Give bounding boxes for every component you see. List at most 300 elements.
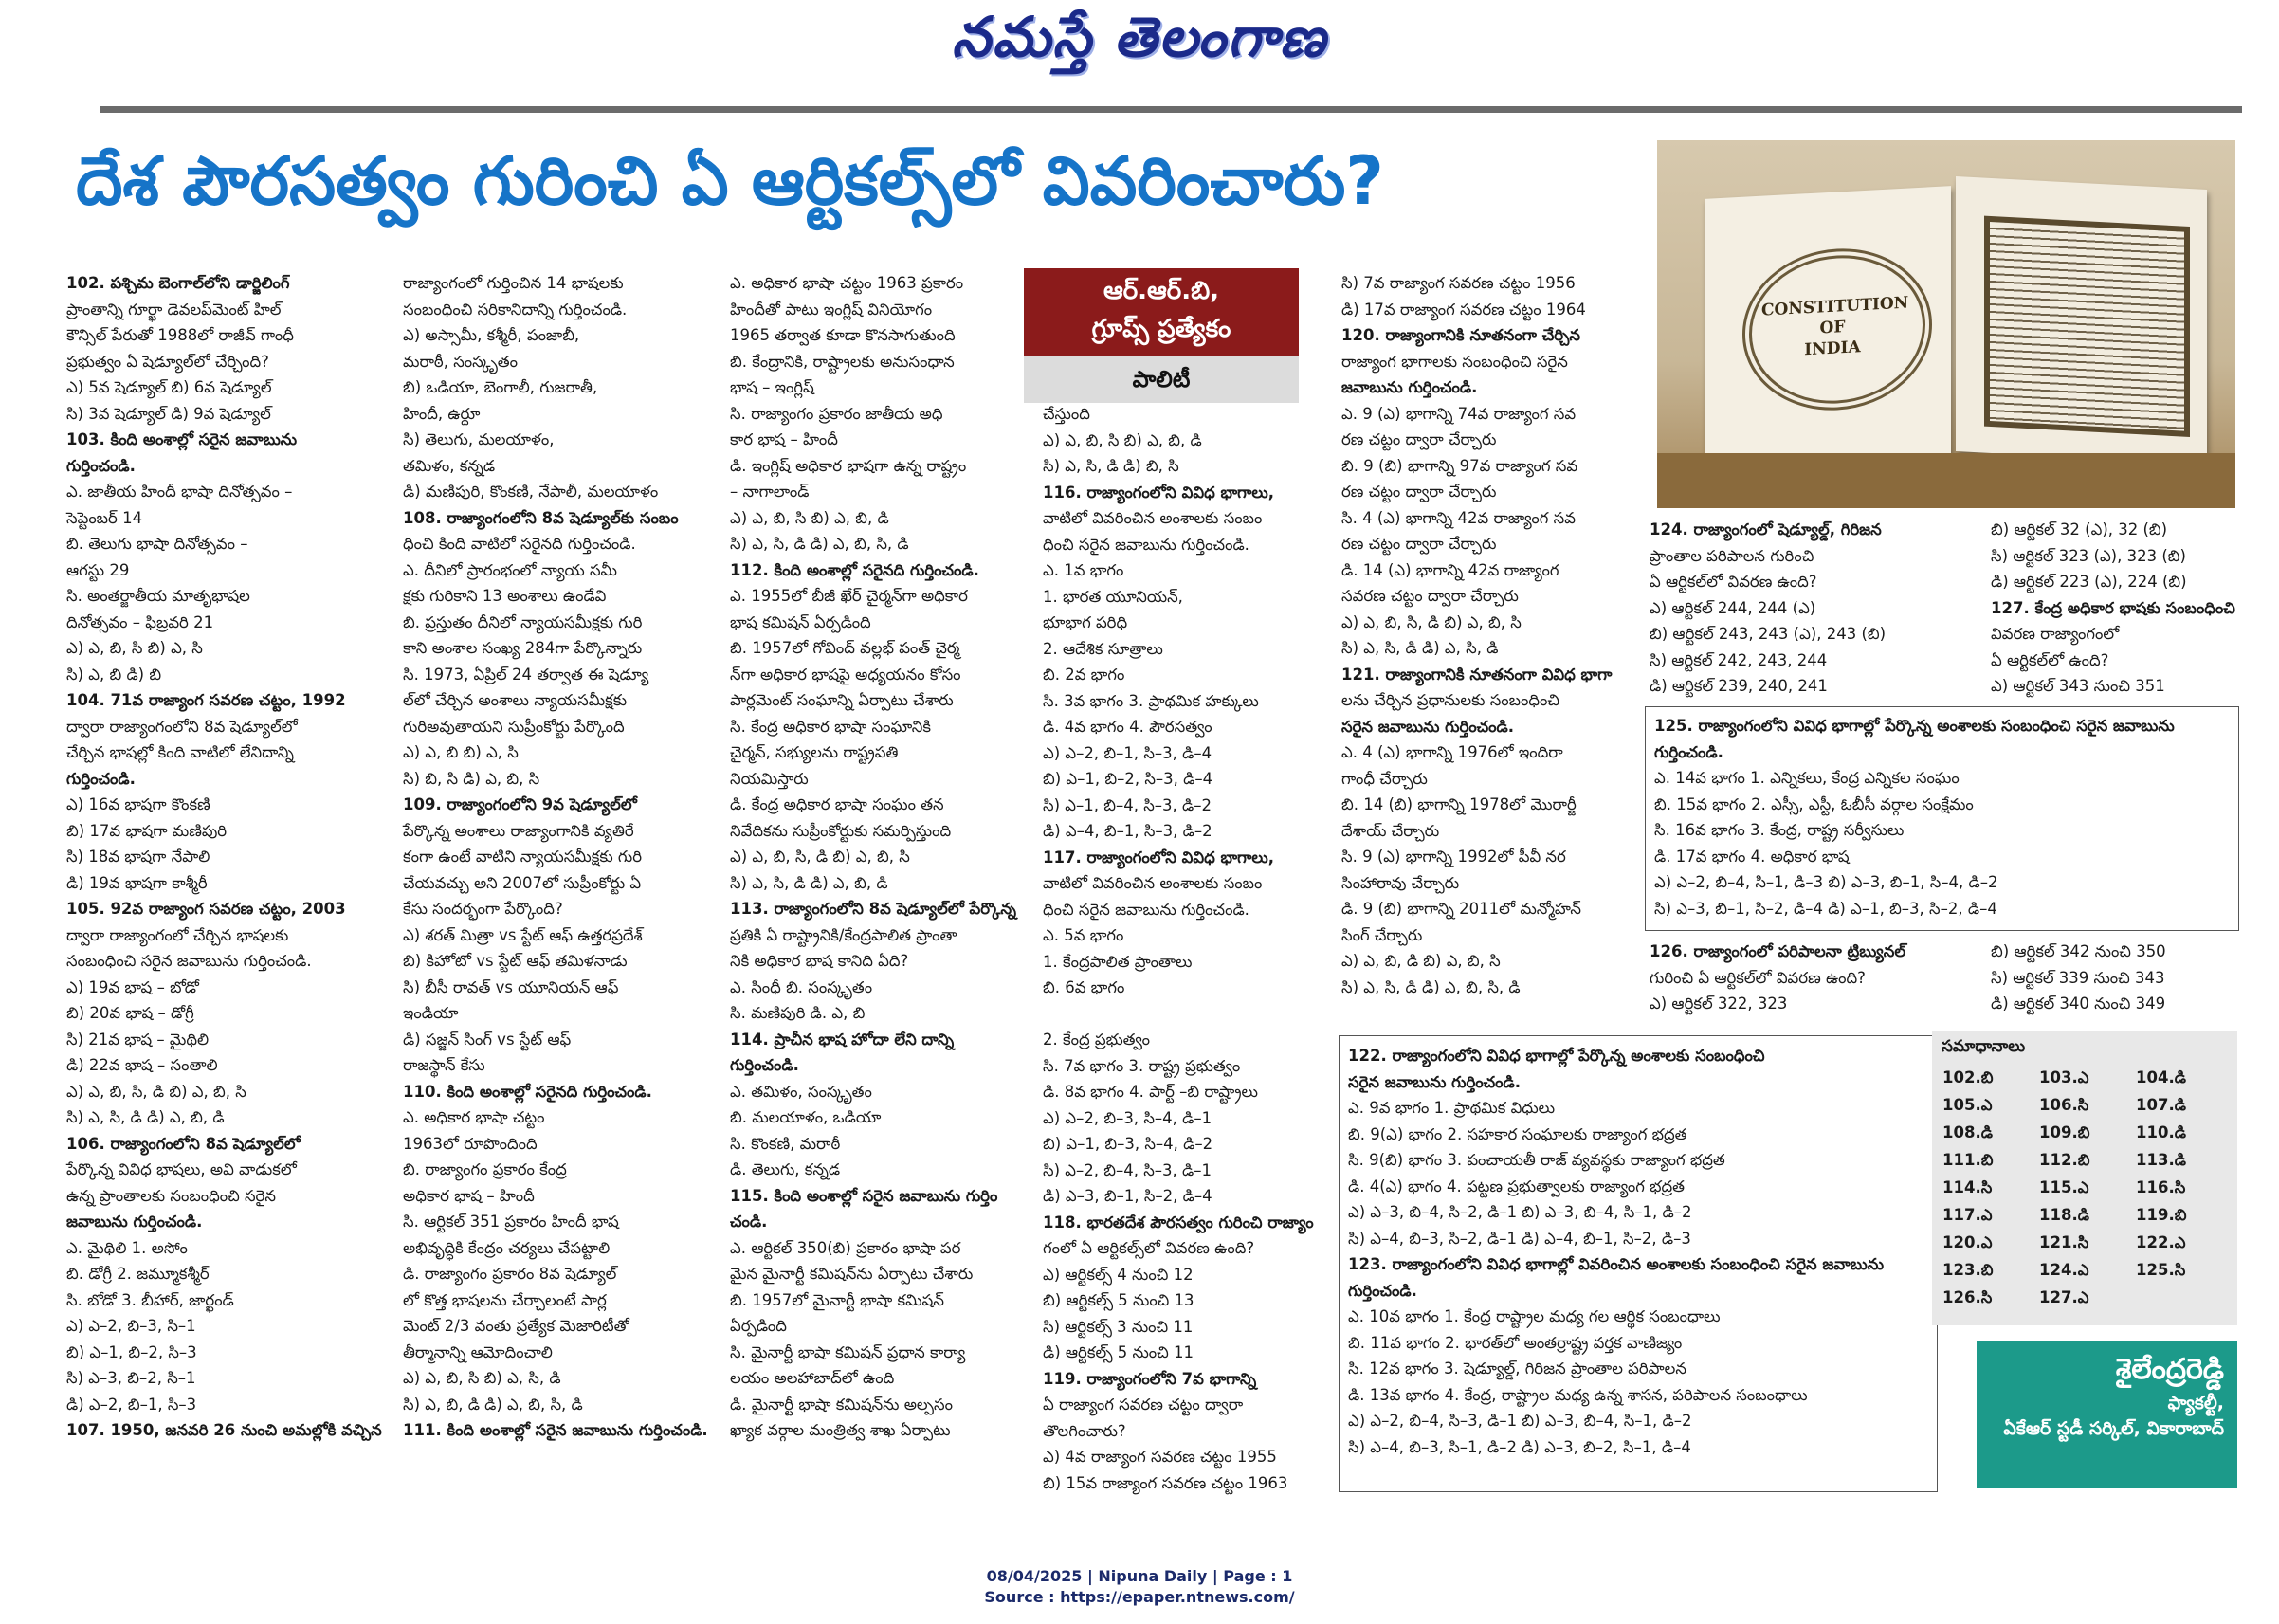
text-line: ఎ) ఎ–2, బి–1, సి–3, డి–4 (1043, 743, 1212, 762)
text-line: ఎ. 9వ భాగం 1. ప్రాథమిక విధులు (1348, 1099, 1556, 1117)
text-line: 103. కింది అంశాల్లో సరైన జవాబును (66, 430, 298, 448)
text-line: గురించి ఏ ఆర్టికల్‌లో వివరణ ఉంది? (1650, 968, 1866, 987)
text-line: బి. డోగ్రీ 2. జమ్మూకశ్మీర్ (66, 1265, 210, 1283)
text-line: మైన మైనార్టీ కమిషన్‌ను ఏర్పాటు చేశారు (730, 1265, 974, 1283)
text-line: డి. 4(ఎ) భాగం 4. పట్టణ ప్రభుత్వాలకు రాజ్యాంగ భద్రత (1348, 1177, 1685, 1195)
answer-row (1942, 1258, 2232, 1286)
text-line: సి. మైనార్టీ భాషా కమిషన్ ప్రధాన కార్యా (730, 1342, 966, 1361)
text-line: సి) ఎ–4, బి–3, సి–2, డి–1 డి) ఎ–4, బి–1, సి–2, డి–3 (1348, 1229, 1691, 1248)
text-line: ఎ) ఎ, బి, సి బి) ఎ, సి (66, 639, 203, 657)
text-line: సి) 7వ రాజ్యాంగ సవరణ చట్టం 1956 (1341, 274, 1576, 292)
text-line: డి. రాజ్యాంగం ప్రకారం 8వ షెడ్యూల్ (403, 1265, 617, 1283)
text-line: సి) ఎ, సి, డి డి) ఎ, బి, డి (66, 1108, 225, 1126)
text-line: 108. రాజ్యాంగంలోని 8వ షెడ్యూల్‌కు సంబం (403, 508, 679, 527)
answer-cell: 123.బి (1942, 1261, 1994, 1279)
text-line: 117. రాజ్యాంగంలోని వివిధ భాగాలు, (1043, 848, 1275, 867)
text-line: ఎ. 1వ భాగం (1043, 561, 1124, 579)
text-line: ప్రాంతాల పరిపాలన గురించి (1650, 546, 1814, 565)
masthead (0, 6, 2279, 82)
book-right-page (1956, 176, 2207, 465)
text-line: సి) ఆర్టికల్ 242, 243, 244 (1650, 650, 1828, 669)
footer-source: Source : https://epaper.ntnews.com/ (984, 1588, 1295, 1606)
text-line: ఎ) ఎ–2, బి–4, సి–3, డి–1 బి) ఎ–3, బి–4, సి–1, డి–2 (1348, 1412, 1692, 1430)
column-4 (1043, 401, 1337, 1496)
answer-cell: 105.ఎ (1942, 1096, 1993, 1114)
answer-cell: 119.బి (2136, 1206, 2187, 1224)
text-line: బి. 1957లో గోవింద్ వల్లభ్ పంత్ చైర్మ (730, 639, 960, 657)
text-line: 122. రాజ్యాంగంలోని వివిధ భాగాల్లో పేర్కొన్న అంశాలకు సంబంధించి (1348, 1047, 1765, 1065)
answer-cell: 110.డి (2136, 1123, 2186, 1141)
answer-row (1942, 1286, 2232, 1313)
text-line: సి) ఎ, సి, డి డి) బి, సి (1043, 457, 1179, 475)
text-line: ఎ) ఎ, బి, సి బి) ఎ, బి, డి (730, 508, 889, 527)
text-line: 120. రాజ్యాంగానికి నూతనంగా చేర్చిన (1341, 326, 1580, 344)
text-line: డి. 17వ భాగం 4. అధికార భాష (1654, 847, 1850, 866)
text-line: 1963లో రూపొందింది (403, 1134, 538, 1153)
text-line: డి) ఎ–4, బి–1, సి–3, డి–2 (1043, 822, 1212, 840)
text-line: ధించి సరైన జవాబును గుర్తించండి. (1043, 900, 1249, 919)
text-line: సి) ఎ–1, బి–4, సి–3, డి–2 (1043, 795, 1212, 814)
question-126-options (1991, 939, 2237, 1017)
author-role: ఫ్యాకల్టీ, (2167, 1393, 2224, 1414)
text-line: భాష కమిషన్ ఏర్పడింది (730, 612, 871, 631)
text-line: డి) ఎ–3, బి–1, సి–2, డి–4 (1043, 1187, 1212, 1205)
text-line: బి) ఎ–1, బి–3, సి–4, డి–2 (1043, 1135, 1213, 1153)
text-line: సి) ఎ–4, బి–3, సి–1, డి–2 డి) ఎ–3, బి–2, సి–1, డి–4 (1348, 1437, 1691, 1456)
text-line: సి) ఎ, సి, డి డి) ఎ, బి, డి (730, 873, 888, 892)
text-line: ఎ) ఆర్టికల్ 244, 244 (ఎ) (1650, 598, 1816, 617)
answer-cell: 120.ఎ (1942, 1233, 1993, 1251)
text-line: ఏర్పడింది (730, 1317, 787, 1335)
text-line: బి) ఆర్టికల్ 243, 243 (ఎ), 243 (బి) (1650, 625, 1887, 643)
text-line: లను చేర్చిన ప్రధానులకు సంబంధించి (1341, 691, 1560, 709)
section-banner (1024, 268, 1299, 403)
text-line: సి. కేంద్ర అధికార భాషా సంఘానికి (730, 717, 931, 736)
text-line: ద్వారా రాజ్యాంగంలోని 8వ షెడ్యూల్‌లో (66, 717, 298, 736)
text-line (1043, 1001, 1337, 1028)
text-line: బి. 9(ఎ) భాగం 2. సహకార సంఘాలకు రాజ్యాంగ భద్రత (1348, 1124, 1687, 1143)
text-line: 2. కేంద్ర ప్రభుత్వం (1043, 1031, 1150, 1049)
text-line: సి) 18వ భాషగా నేపాలి (66, 848, 210, 866)
answer-cell: 113.డి (2136, 1151, 2186, 1169)
answer-cell (2135, 1286, 2232, 1313)
text-line: ఎ. 1955లో బీజీ ఖేర్ చైర్మన్‌గా అధికార (730, 587, 968, 605)
text-line: రణ చట్టం ద్వారా చేర్చారు (1341, 535, 1497, 553)
text-line: బి) 15వ రాజ్యాంగ సవరణ చట్టం 1963 (1043, 1473, 1288, 1492)
column-2 (403, 270, 716, 1444)
column-1 (66, 270, 382, 1444)
text-line: దినోత్సవం – ఫిబ్రవరి 21 (66, 612, 214, 631)
text-line: ఎ. తమిళం, సంస్కృతం (730, 1082, 872, 1101)
text-line: సి) 21వ భాష – మైథిలి (66, 1030, 210, 1049)
text-line: చేస్తుంది (1043, 405, 1090, 423)
text-line: సి. 9(బి) భాగం 3. పంచాయతీ రాజ్ వ్యవస్థకు రాజ్యాంగ భద్రత (1348, 1151, 1725, 1169)
book-title: CONSTITUTION OF INDIA (1761, 293, 1909, 360)
text-line: డి) ఆర్టికల్ 223 (ఎ), 224 (బి) (1991, 573, 2187, 591)
author-org: ఏకేఆర్ స్టడీ సర్కిల్, వికారాబాద్ (2003, 1418, 2224, 1439)
text-line: ఎ) 16వ భాషగా కొంకణి (66, 795, 210, 813)
text-line: డి) సజ్జన్ సింగ్ vs స్టేట్ ఆఫ్ (403, 1030, 572, 1049)
text-line: సి. బోడో 3. బీహార్, జార్ఖండ్ (66, 1290, 234, 1309)
text-line: ఎ. 14వ భాగం 1. ఎన్నికలు, కేంద్ర ఎన్నికల సంఘం (1654, 769, 1960, 787)
text-line: బి) కిహోటో vs స్టేట్ ఆఫ్ తమిళనాడు (403, 952, 628, 970)
text-line: సి) ఎ, సి, డి డి) ఎ, బి, సి, డి (1341, 977, 1521, 996)
text-line: గంలో ఏ ఆర్టికల్స్‌లో వివరణ ఉంది? (1043, 1239, 1255, 1257)
text-line: దేశాయ్ చేర్చారు (1341, 821, 1440, 840)
text-line: వాటిలో వివరించిన అంశాలకు సంబం (1043, 509, 1263, 527)
text-line: 106. రాజ్యాంగంలోని 8వ షెడ్యూల్‌లో (66, 1134, 301, 1153)
text-line: మెంట్ 2/3 వంతు ప్రత్యేక మెజారిటీతో (403, 1317, 629, 1335)
text-line: ఖ్యాక వర్గాల మంత్రిత్వ శాఖ ఏర్పాటు (730, 1421, 951, 1439)
text-line: 119. రాజ్యాంగంలోని 7వ భాగాన్ని (1043, 1369, 1257, 1388)
text-line: సి. 12వ భాగం 3. షెడ్యూల్డ్, గిరిజన ప్రాంతాల పరిపాలన (1348, 1359, 1686, 1378)
text-line: పార్లమెంట్ సంఘాన్ని ఏర్పాటు చేశారు (730, 691, 954, 709)
text-line: సి) ఎ–3, బి–2, సి–1 (66, 1369, 196, 1387)
text-line: డి) ఆర్టికల్ 340 నుంచి 349 (1991, 994, 2166, 1013)
text-line: బి) ఎ–1, బి–2, సి–3, డి–4 (1043, 770, 1213, 788)
text-line: కాని అంశాల సంఖ్య 284గా పేర్కొన్నారు (403, 639, 643, 657)
text-line: లయం అలహాబాద్‌లో ఉంది (730, 1369, 895, 1387)
text-line: డి. మైనార్టీ భాషా కమిషన్‌ను అల్పసం (730, 1395, 953, 1414)
text-line: సరైన జవాబును గుర్తించండి. (1348, 1072, 1522, 1091)
text-line: 127. కేంద్ర అధికార భాషకు సంబంధించి (1991, 598, 2235, 617)
text-line: సి. అంతర్జాతీయ మాతృభాషల (66, 587, 250, 605)
text-line: ఎ) ఆర్టికల్ 343 నుంచి 351 (1991, 677, 2165, 695)
answer-row (1942, 1176, 2232, 1203)
text-line: బి) ఒడియా, బెంగాలీ, గుజరాతీ, (403, 378, 598, 396)
text-line: జవాబును గుర్తించండి. (66, 1213, 203, 1231)
text-line: హిందీ, ఉర్దూ (403, 404, 481, 423)
text-line: ఎ) 4వ రాజ్యాంగ సవరణ చట్టం 1955 (1043, 1448, 1277, 1466)
text-line: సి) 3వ షెడ్యూల్ డి) 9వ షెడ్యూల్ (66, 404, 271, 423)
text-line: బి. కేంద్రానికి, రాష్ట్రాలకు అనుసంధాన (730, 352, 955, 371)
text-line: ఎ) ఎ, బి, సి, డి బి) ఎ, బి, సి (66, 1082, 246, 1101)
text-line: ఎ) అస్సామీ, కశ్మీరీ, పంజాబీ, (403, 326, 580, 344)
book-left-page (1705, 186, 1951, 469)
text-line: సి) ఎ–3, బి–1, సి–2, డి–4 డి) ఎ–1, బి–3, సి–2, డి–4 (1654, 899, 1997, 918)
text-line: ఎ. మైథిలి 1. అసోం (66, 1238, 188, 1257)
author-box (1977, 1341, 2237, 1488)
column-6-right (1991, 517, 2237, 700)
text-line: బి. తెలుగు భాషా దినోత్సవం – (66, 535, 248, 553)
text-line: ఎ. 10వ భాగం 1. కేంద్ర రాష్ట్రాల మధ్య గల ఆర్థిక సంబంధాలు (1348, 1307, 1721, 1325)
masthead-divider (100, 106, 2242, 113)
text-line: ధించి సరైన జవాబును గుర్తించండి. (1043, 535, 1249, 554)
text-line: 112. కింది అంశాల్లో సరైనది గుర్తించండి. (730, 560, 979, 579)
text-line: రాజ్యాంగ భాగాలకు సంబంధించి సరైన (1341, 352, 1568, 371)
page-footer (0, 1566, 2279, 1608)
text-line: బి. 1957లో మైనార్టీ భాషా కమిషన్ (730, 1290, 944, 1309)
answer-key-table (1942, 1066, 2232, 1313)
answer-cell: 124.ఎ (2039, 1261, 2089, 1279)
text-line: డి) 19వ భాషగా కాశ్మీరీ (66, 873, 208, 892)
text-line: సింగ్ చేర్చారు (1341, 925, 1423, 944)
text-line: డి. 13వ భాగం 4. కేంద్ర, రాష్ట్రాల మధ్య ఉన్న శాసన, పరిపాలన సంబంధాలు (1348, 1385, 1808, 1404)
text-line: సరైన జవాబును గుర్తించండి. (1341, 717, 1515, 736)
text-line: బి) 17వ భాషగా మణిపురి (66, 821, 228, 840)
text-line: బి) ఆర్టికల్ 342 నుంచి 350 (1991, 942, 2166, 960)
text-line: ఎ) ఎ–3, బి–4, సి–2, డి–1 బి) ఎ–3, బి–4, సి–1, డి–2 (1348, 1203, 1692, 1221)
text-line: జవాబును గుర్తించండి. (1341, 378, 1478, 396)
text-line: న్‌గా అధికార భాషపై అధ్యయనం కోసం (730, 665, 961, 684)
text-line: 125. రాజ్యాంగంలోని వివిధ భాగాల్లో పేర్కొన్న అంశాలకు సంబంధించి సరైన జవాబును (1654, 717, 2175, 735)
text-line: సి) ఆర్టికల్స్ 3 నుంచి 11 (1043, 1317, 1194, 1336)
answer-row (1942, 1203, 2232, 1231)
text-line: ఏ రాజ్యాంగ సవరణ చట్టం ద్వారా (1043, 1396, 1244, 1414)
constitution-photo (1657, 140, 2235, 508)
text-line: 1965 తర్వాత కూడా కొనసాగుతుంది (730, 326, 956, 344)
text-line: ఎ. అధికార భాషా చట్టం (403, 1108, 545, 1126)
text-line: బి. రాజ్యాంగం ప్రకారం కేంద్ర (403, 1160, 567, 1178)
text-line: గుర్తించండి. (66, 456, 136, 475)
text-line: ఎ) ఆర్టికల్స్ 4 నుంచి 12 (1043, 1265, 1194, 1284)
text-line: చేయవచ్చు అని 2007లో సుప్రీంకోర్టు ఏ (403, 873, 642, 892)
answer-cell: 115.ఎ (2039, 1178, 2089, 1196)
text-line: సి) ఎ, సి, డి డి) ఎ, బి, సి, డి (730, 535, 909, 553)
text-line: బి. మలయాళం, ఒడియా (730, 1108, 882, 1126)
answer-cell: 106.సి (2039, 1096, 2089, 1114)
text-line: సి) బి, సి డి) ఎ, బి, సి (403, 769, 540, 788)
text-line: ప్రాంతాన్ని గూర్ఖా డెవలప్‌మెంట్ హిల్ (66, 300, 282, 319)
answer-cell: 117.ఎ (1942, 1206, 1993, 1224)
text-line: కంగా ఉంటే వాటిని న్యాయసమీక్షకు గురి (403, 848, 643, 866)
text-line: 114. ప్రాచీన భాష హోదా లేని దాన్ని (730, 1030, 955, 1049)
text-line: ఎ. 5వ భాగం (1043, 926, 1124, 944)
answer-cell: 109.బి (2039, 1123, 2090, 1141)
text-line: ఆగస్టు 29 (66, 560, 130, 579)
text-line: ఎ) ఎ, బి బి) ఎ, సి (403, 743, 519, 761)
text-line: ఎ) ఎ, బి, సి, డి బి) ఎ, బి, సి (1341, 612, 1522, 631)
answer-row (1942, 1093, 2232, 1121)
text-line: బి) 20వ భాష – డోగ్రీ (66, 1004, 194, 1022)
answer-cell: 118.డి (2039, 1206, 2089, 1224)
answer-row (1942, 1231, 2232, 1258)
answer-cell: 116.సి (2136, 1178, 2186, 1196)
text-line: సి. 3వ భాగం 3. ప్రాథమిక హక్కులు (1043, 691, 1259, 710)
text-line: బి) ఆర్టికల్ 32 (ఎ), 32 (బి) (1991, 520, 2168, 538)
text-line: బి) ఆర్టికల్స్ 5 నుంచి 13 (1043, 1291, 1194, 1309)
text-line: సి) ఆర్టికల్ 339 నుంచి 343 (1991, 968, 2165, 987)
text-line: డి. తెలుగు, కన్నడ (730, 1160, 841, 1178)
text-line: గురిఅవుతాయని సుప్రీంకోర్టు పేర్కొంది (403, 717, 625, 736)
text-line: హిందీతో పాటు ఇంగ్లిష్ వినియోగం (730, 300, 933, 319)
text-line: ఏ ఆర్టికల్‌లో వివరణ ఉంది? (1650, 573, 1817, 591)
text-line: 121. రాజ్యాంగానికి నూతనంగా వివిధ భాగా (1341, 665, 1613, 684)
text-line: గుర్తించండి. (66, 769, 136, 788)
text-line: వాటిలో వివరించిన అంశాలకు సంబం (1043, 874, 1263, 892)
text-line: నివేదికను సుప్రీంకోర్టుకు సమర్పిస్తుంది (730, 821, 952, 840)
answer-cell: 111.బి (1942, 1151, 1994, 1169)
answer-cell: 127.ఎ (2039, 1288, 2089, 1306)
text-line: బి) ఎ–1, బి–2, సి–3 (66, 1342, 197, 1361)
text-line: 102. పశ్చిమ బెంగాల్‌లోని డార్జిలింగ్ (66, 274, 290, 292)
text-line: సంబంధించి సరికానిదాన్ని గుర్తించండి. (403, 300, 628, 319)
masthead-logo: నమస్తే తెలంగాణ (952, 4, 1327, 69)
text-line: సి. 7వ భాగం 3. రాష్ట్ర ప్రభుత్వం (1043, 1056, 1241, 1075)
banner-title: ఆర్.ఆర్.బి, గ్రూప్స్ ప్రత్యేకం (1024, 268, 1299, 356)
headline: దేశ పౌరసత్వం గురించి ఏ ఆర్టికల్స్‌లో వివరించారు? (76, 142, 1384, 220)
text-line: ఎ) ఎ–2, బి–4, సి–1, డి–3 బి) ఎ–3, బి–1, సి–4, డి–2 (1654, 873, 1998, 891)
answer-cell: 102.బి (1942, 1068, 1994, 1086)
text-line: పేర్కొన్న అంశాలు రాజ్యాంగానికి వ్యతిరే (403, 821, 634, 840)
text-line: క్షకు గురికాని 13 అంశాలు ఉండేవి (403, 587, 607, 605)
text-line: 107. 1950, జనవరి 26 నుంచి అమల్లోకి వచ్చిన (66, 1421, 382, 1439)
text-line: ఎ) శరత్ మిత్రా vs స్టేట్ ఆఫ్ ఉత్తరప్రదేశ్ (403, 925, 643, 944)
answer-cell: 112.బి (2039, 1151, 2090, 1169)
text-line: సింహారావు చేర్చారు (1341, 873, 1460, 892)
text-line: సి. ఆర్టికల్ 351 ప్రకారం హిందీ భాష (403, 1213, 619, 1231)
text-line: ఎ) ఎ, బి, సి బి) ఎ, బి, డి (1043, 430, 1202, 449)
text-line: బి. 9 (బి) భాగాన్ని 97వ రాజ్యాంగ సవ (1341, 456, 1578, 475)
text-line: సి. కొంకణి, మరాఠీ (730, 1134, 841, 1153)
text-line: 109. రాజ్యాంగంలోని 9వ షెడ్యూల్‌లో (403, 795, 637, 813)
text-line: ద్వారా రాజ్యాంగంలో చేర్చిన భాషలకు (66, 925, 289, 944)
text-line: 115. కింది అంశాల్లో సరైన జవాబును గుర్తిం (730, 1186, 998, 1205)
text-line: డి) మణిపురి, కొంకణి, నేపాలీ, మలయాళం (403, 483, 659, 501)
text-line: ఎ. దీనిలో ప్రారంభంలో న్యాయ సమీ (403, 560, 618, 579)
text-line: భాష – ఇంగ్లిష్ (730, 378, 814, 396)
text-line: డి. 9 (బి) భాగాన్ని 2011లో మన్మోహన్ (1341, 900, 1581, 918)
answer-row (1942, 1121, 2232, 1148)
text-line: సంబంధించి సరైన జవాబును గుర్తించండి. (66, 952, 312, 970)
text-line: సి) ఎ–2, బి–4, సి–3, డి–1 (1043, 1160, 1212, 1179)
text-line: కేసు సందర్భంగా పేర్కొంది? (403, 900, 563, 918)
text-line: సి. 4 (ఎ) భాగాన్ని 42వ రాజ్యాంగ సవ (1341, 508, 1576, 527)
question-125 (1654, 713, 2233, 921)
text-line: సి. 9 (ఎ) భాగాన్ని 1992లో పీవీ నర (1341, 848, 1566, 866)
answer-cell: 122.ఎ (2136, 1233, 2186, 1251)
text-line: తొలగించారు? (1043, 1421, 1126, 1440)
text-line: ఎ) 5వ షెడ్యూల్ బి) 6వ షెడ్యూల్ (66, 378, 272, 396)
text-line: బి. 15వ భాగం 2. ఎస్సీ, ఎస్టీ, ఓబీసీ వర్గాల సంక్షేమం (1654, 794, 1974, 813)
text-line: ఎ. 4 (ఎ) భాగాన్ని 1976లో ఇందిరా (1341, 743, 1563, 761)
text-line: సి. 1973, ఏప్రిల్ 24 తర్వాత ఈ షెడ్యూ (403, 665, 649, 684)
text-line: 126. రాజ్యాంగంలో పరిపాలనా ట్రిబ్యునల్ (1650, 942, 1906, 960)
text-line: ఎ) ఎ–2, బి–3, సి–4, డి–1 (1043, 1108, 1212, 1127)
text-line: సి) తెలుగు, మలయాళం, (403, 430, 555, 448)
text-line: డి) ఆర్టికల్ 239, 240, 241 (1650, 677, 1828, 695)
text-line: సి. మణిపురి డి. ఎ, బి (730, 1004, 866, 1022)
text-line: కార భాష – హిందీ (730, 430, 838, 448)
answer-cell: 103.ఎ (2039, 1068, 2089, 1086)
text-line: 111. కింది అంశాల్లో సరైన జవాబును గుర్తించండి. (403, 1421, 708, 1439)
text-line: తీర్మానాన్ని ఆమోదించాలి (403, 1342, 553, 1361)
answer-cell: 114.సి (1942, 1178, 1993, 1196)
text-line: ఎ) ఆర్టికల్ 322, 323 (1650, 994, 1788, 1013)
text-line: ఎ) ఎ, బి, సి, డి బి) ఎ, బి, సి (730, 848, 910, 866)
text-line: సి) ఎ, సి, డి డి) ఎ, సి, డి (1341, 639, 1499, 657)
answer-row (1942, 1066, 2232, 1093)
answer-cell: 104.డి (2136, 1068, 2186, 1086)
text-line: డి) ఎ–2, బి–1, సి–3 (66, 1395, 197, 1414)
text-line: నికి అధికార భాష కానిది ఏది? (730, 952, 909, 970)
text-line: ఎ) ఎ–2, బి–3, సి–1 (66, 1317, 196, 1335)
text-line: డి) 17వ రాజ్యాంగ సవరణ చట్టం 1964 (1341, 300, 1586, 319)
text-line: 110. కింది అంశాల్లో సరైనది గుర్తించండి. (403, 1082, 652, 1101)
text-line: అధికార భాష – హిందీ (403, 1186, 535, 1205)
text-line: సి. రాజ్యాంగం ప్రకారం జాతీయ అధి (730, 404, 943, 423)
text-line: 104. 71వ రాజ్యాంగ సవరణ చట్టం, 1992 (66, 691, 346, 709)
questions-122-123 (1348, 1043, 1931, 1460)
text-line: బి. 11వ భాగం 2. భారత్‌లో అంతర్రాష్ట్ర వర్తక వాణిజ్యం (1348, 1333, 1683, 1352)
text-line: 1. కేంద్రపాలిత ప్రాంతాలు (1043, 952, 1193, 971)
text-line: గుర్తించండి. (730, 1056, 799, 1074)
text-line: లో కొత్త భాషలను చేర్చాలంటే పార్ల (403, 1290, 607, 1309)
text-line: ఎ. అధికార భాషా చట్టం 1963 ప్రకారం (730, 274, 964, 292)
footer-date: 08/04/2025 | Nipuna Daily | Page : 1 (986, 1567, 1293, 1585)
text-line: బి. ప్రస్తుతం దీనిలో న్యాయసమీక్షకు గురి (403, 612, 643, 631)
column-6-left (1650, 517, 1962, 700)
text-line: చండి. (730, 1213, 768, 1231)
text-line: ధించి కింది వాటిలో సరైనది గుర్తించండి. (403, 535, 636, 553)
text-line: గుర్తించండి. (1348, 1281, 1417, 1300)
text-line: ప్రతికి ఏ రాష్ట్రానికి/కేంద్రపాలిత ప్రాంతా (730, 925, 957, 944)
text-line: సెప్టెంబర్ 14 (66, 508, 143, 527)
answer-key (1932, 1031, 2237, 1325)
text-line: చేర్చిన భాషల్లో కింది వాటిలో లేనిదాన్ని (66, 743, 294, 761)
text-line: ఎ. 9 (ఎ) భాగాన్ని 74వ రాజ్యాంగ సవ (1341, 404, 1577, 423)
text-line: ప్రభుత్వం ఏ షెడ్యూల్‌లో చేర్చింది? (66, 352, 269, 371)
text-line: బి. 2వ భాగం (1043, 666, 1125, 684)
answer-cell: 121.సి (2039, 1233, 2089, 1251)
text-line: ఎ) ఎ, బి, సి బి) ఎ, సి, డి (403, 1369, 561, 1387)
text-line: ల్‌లో చేర్చిన అంశాలు న్యాయసమీక్షకు (403, 691, 628, 709)
text-line: 113. రాజ్యాంగంలోని 8వ షెడ్యూల్‌లో పేర్కొన్న (730, 900, 1016, 918)
column-3 (730, 583, 1043, 1444)
book-text-block (1984, 216, 2190, 437)
text-line: తమిళం, కన్నడ (403, 456, 496, 475)
text-line: డి. 14 (ఎ) భాగాన్ని 42వ రాజ్యాంగ (1341, 560, 1559, 579)
answer-row (1942, 1148, 2232, 1176)
text-line: డి. 4వ భాగం 4. పౌరసత్వం (1043, 718, 1212, 736)
text-line: సి) బీసీ రావత్ vs యూనియన్ ఆఫ్ (403, 977, 619, 996)
text-line: 2. ఆదేశిక సూత్రాలు (1043, 639, 1163, 658)
text-line: భూభాగ పరిధి (1043, 613, 1128, 631)
text-line: రాజస్థాన్ కేసు (403, 1056, 485, 1074)
text-line: ఎ. జాతీయ హిందీ భాషా దినోత్సవం – (66, 483, 293, 501)
text-line: రణ చట్టం ద్వారా చేర్చారు (1341, 483, 1497, 501)
text-line: 105. 92వ రాజ్యాంగ సవరణ చట్టం, 2003 (66, 900, 346, 918)
text-line: 1. భారత యూనియన్, (1043, 587, 1183, 606)
text-line: ఎ. ఆర్టికల్ 350(బి) ప్రకారం భాషా పర (730, 1238, 961, 1257)
text-line: బి. 6వ భాగం (1043, 978, 1125, 996)
banner-subject: పాలిటీ (1024, 356, 1299, 403)
answer-cell: 107.డి (2136, 1096, 2186, 1114)
text-line: డి. కేంద్ర అధికార భాషా సంఘం తన (730, 795, 944, 813)
author-name: శైలేంద్రరెడ్డి (2115, 1353, 2224, 1386)
answer-cell: 108.డి (1942, 1123, 1993, 1141)
text-line: సి) ఎ, బి డి) బి (66, 665, 162, 684)
text-line: సి) ఎ, బి, డి డి) ఎ, బి, సి, డి (403, 1395, 583, 1414)
text-line: ఎ) ఎ, బి, డి బి) ఎ, బి, సి (1341, 952, 1501, 970)
text-line: అభివృద్ధికి కేంద్రం చర్యలు చేపట్టాలి (403, 1238, 611, 1257)
display-case (1657, 453, 2235, 508)
text-line: 116. రాజ్యాంగంలోని వివిధ భాగాలు, (1043, 483, 1275, 502)
text-line: ఏ ఆర్టికల్‌లో ఉంది? (1991, 650, 2109, 669)
text-line: – నాగాలాండ్ (730, 483, 810, 501)
text-line: గుర్తించండి. (1654, 742, 1723, 761)
answer-cell: 126.సి (1942, 1288, 1993, 1306)
text-line: ఇండియా (403, 1004, 459, 1022)
text-line: డి) ఆర్టికల్స్ 5 నుంచి 11 (1043, 1343, 1194, 1361)
text-line: ఉన్న ప్రాంతాలకు సంబంధించి సరైన (66, 1186, 276, 1205)
answer-cell: 125.సి (2136, 1261, 2186, 1279)
text-line: మరాఠీ, సంస్కృతం (403, 352, 518, 371)
text-line: కౌన్సిల్ పేరుతో 1988లో రాజీవ్ గాంధీ (66, 326, 294, 344)
column-3-top (730, 270, 1014, 583)
text-line: ఎ. సింధీ బి. సంస్కృతం (730, 977, 873, 996)
column-5 (1341, 270, 1654, 1000)
